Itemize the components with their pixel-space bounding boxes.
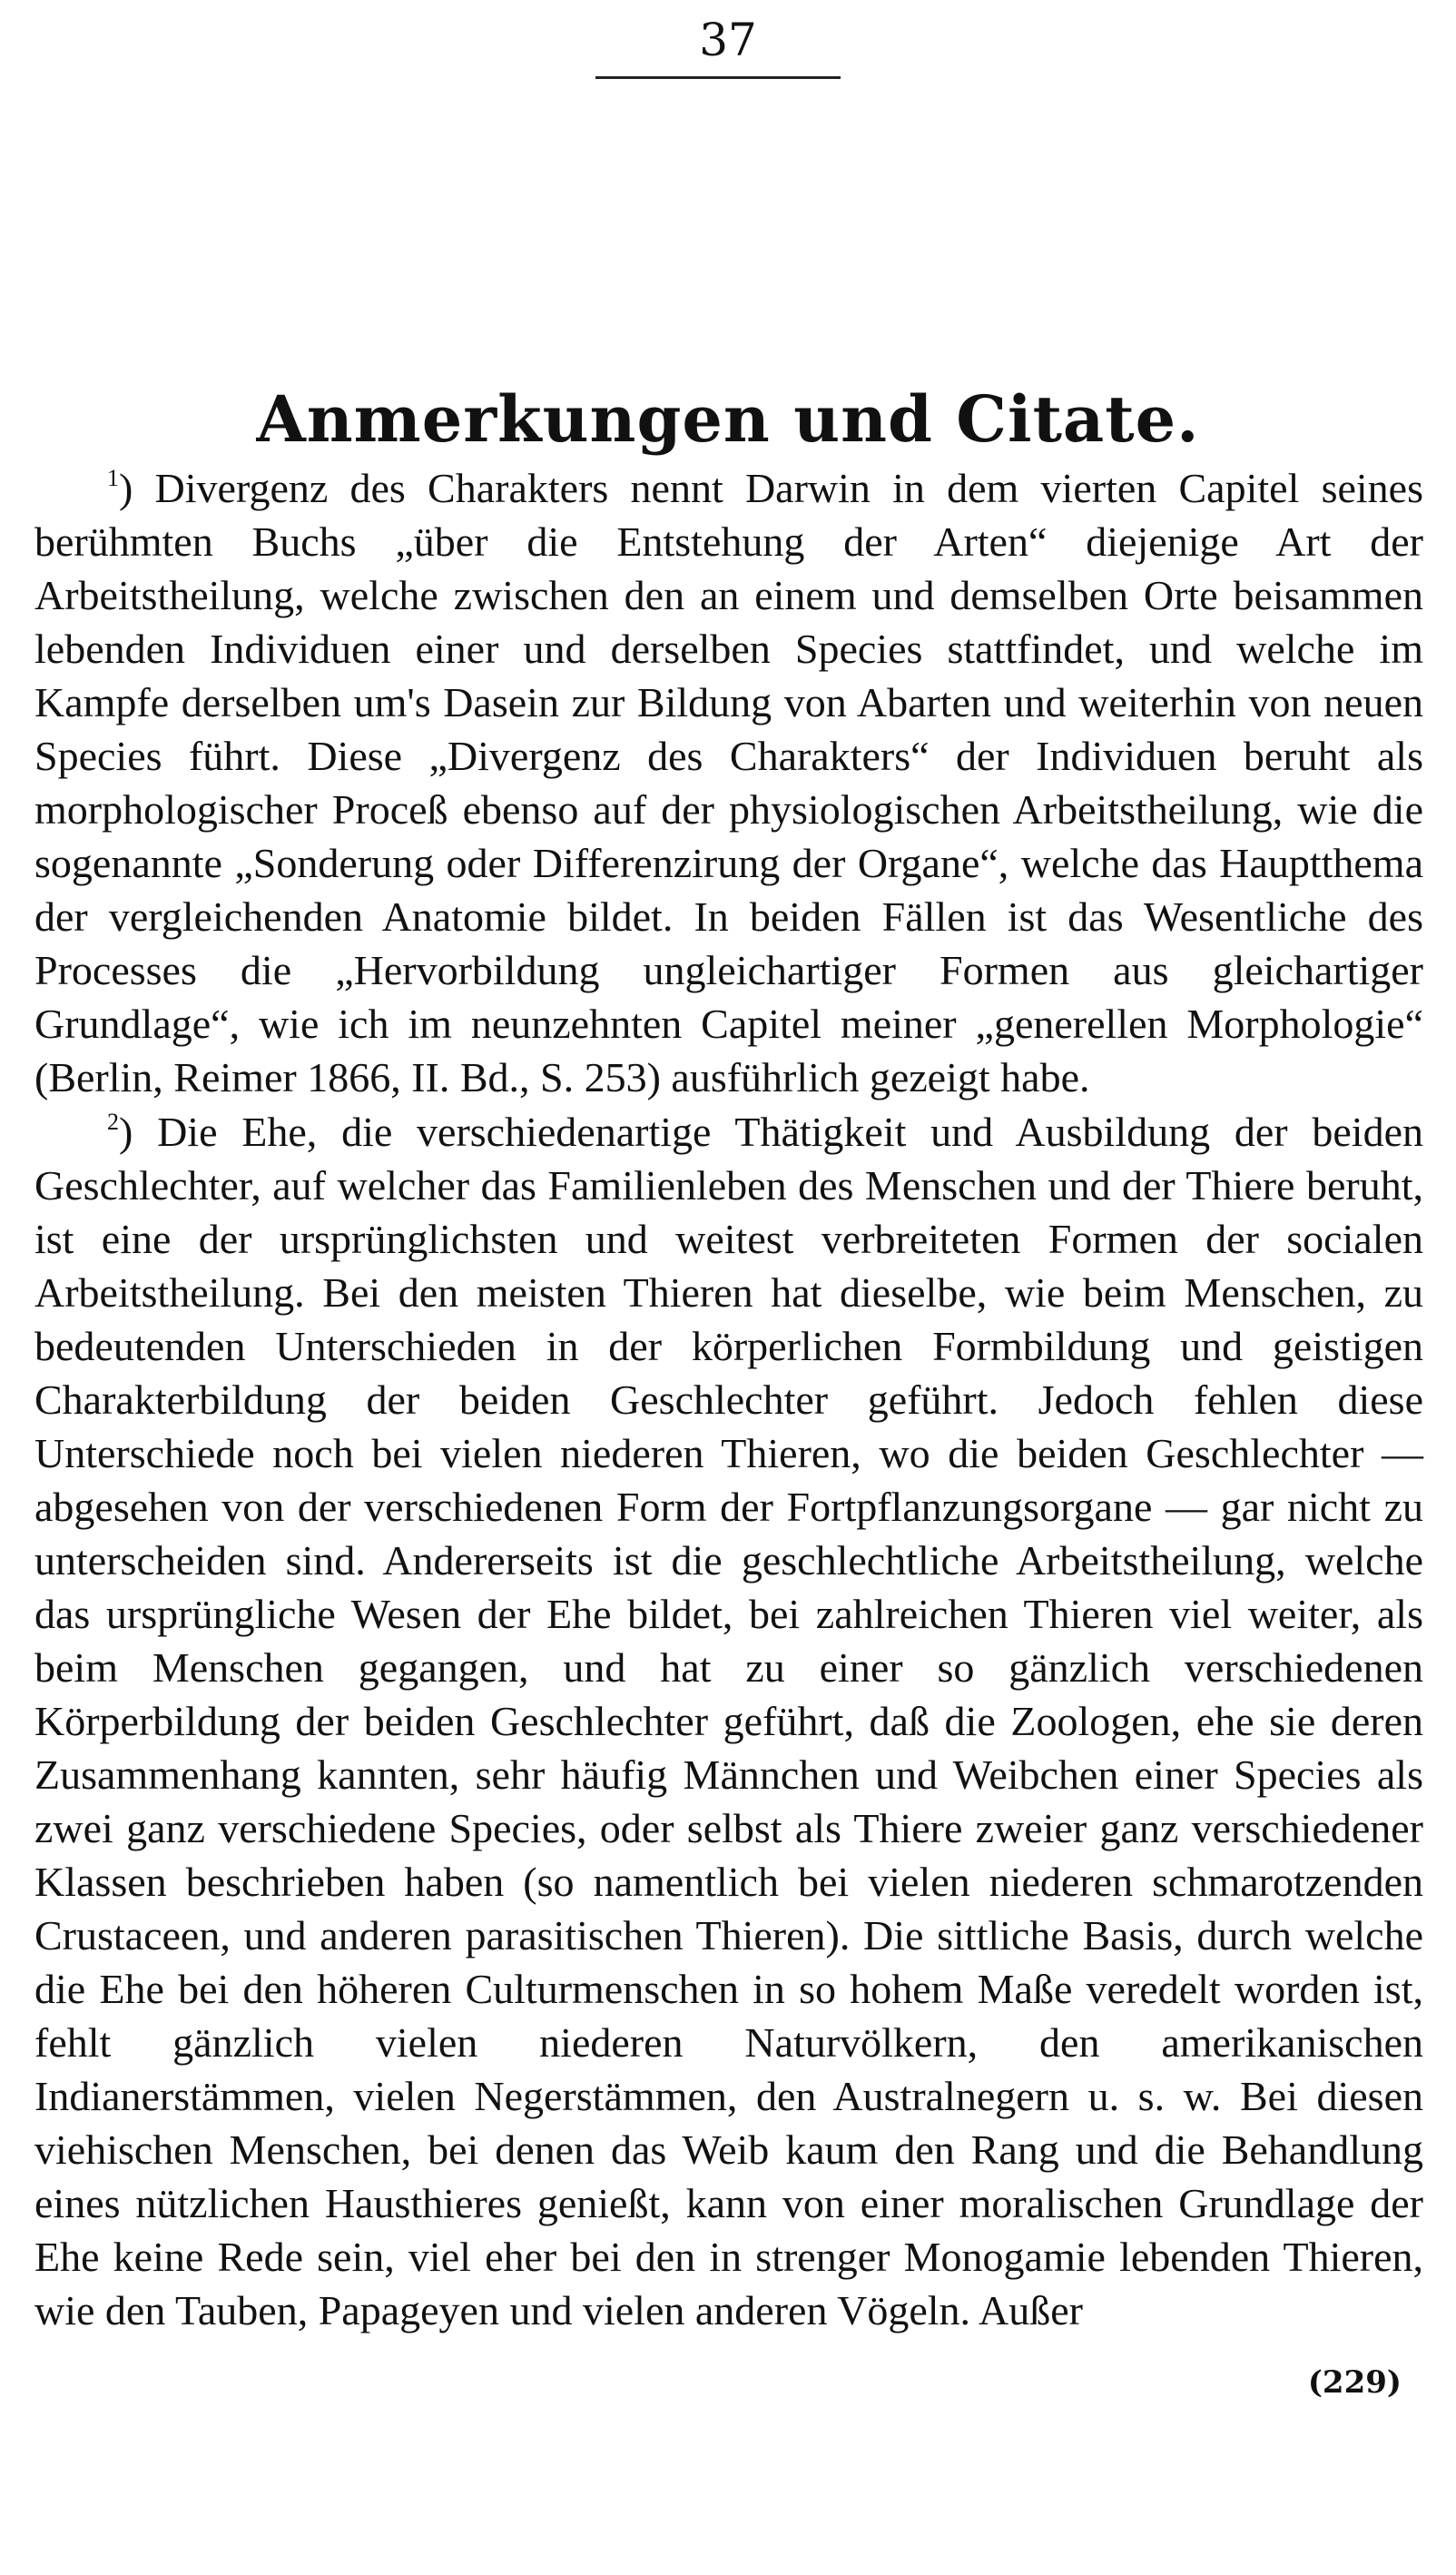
header-rule [595, 76, 841, 79]
note-2 [34, 1105, 1423, 2337]
page-title: Anmerkungen und Citate. [256, 380, 1200, 457]
note-2-text: ) Die Ehe, die verschiedenartige Thätigkeit und Ausbildung der beiden Geschlechter, auf welcher das Familienleben des Menschen und der Thiere beruht, ist eine der ursprünglichsten und weitest verbreiteten Formen der socialen Arbeitstheilung. Bei den meisten Thieren hat dieselbe, wie beim Menschen, zu bedeutenden Unterschieden in der körperlichen Formbildung und geistigen Charakterbildung der beiden Geschlechter geführt. Jedoch fehlen diese Unterschiede noch bei vielen niederen Thieren, wo die beiden Geschlechter — abgesehen von der verschiedenen Form der Fortpflanzungsorgane — gar nicht zu unterscheiden sind. Andererseits ist die geschlechtliche Arbeitstheilung, welche das ursprüngliche Wesen der Ehe bildet, bei zahlreichen Thieren viel weiter, als beim Menschen gegangen, und hat zu einer so gänzlich verschiedenen Körperbildung der beiden Geschlechter geführt, daß die Zoologen, ehe sie deren Zusammenhang kannten, sehr häufig Männchen und Weibchen einer Species als zwei ganz verschiedene Species, oder selbst als Thiere zweier ganz verschiedener Klassen beschrieben haben (so namentlich bei vielen niederen schmarotzenden Crustaceen, und anderen parasitischen Thieren). Die sittliche Basis, durch welche die Ehe bei den höheren Culturmenschen in so hohem Maße veredelt worden ist, fehlt gänzlich vielen niederen Naturvölkern, den amerikanischen Indianerstämmen, vielen Negerstämmen, den Australnegern u. s. w. Bei diesen viehischen Menschen, bei denen das Weib kaum den Rang und die Behandlung eines nützlichen Hausthieres genießt, kann von einer moralischen Grundlage der Ehe keine Rede sein, viel eher bei den in strenger Monogamie lebenden Thieren, wie den Tauben, Papageyen und vielen anderen Vögeln. Außer [34, 1109, 1423, 2333]
note-1 [34, 461, 1423, 1104]
note-1-text: ) Divergenz des Charakters nennt Darwin in dem vierten Capitel seines berühmten Buchs „über die Entstehung der Arten“ diejenige Art der Arbeitstheilung, welche zwischen den an einem und demselben Orte beisammen lebenden Individuen einer und derselben Species stattfindet, und welche im Kampfe derselben um's Dasein zur Bildung von Abarten und weiterhin von neuen Species führt. Diese „Divergenz des Charakters“ der Individuen beruht als morphologischer Proceß ebenso auf der physiologischen Arbeitstheilung, wie die sogenannte „Sonderung oder Differenzirung der Organe“, welche das Hauptthema der vergleichenden Anatomie bildet. In beiden Fällen ist das Wesentliche des Processes die „Hervorbildung ungleichartiger Formen aus gleichartiger Grundlage“, wie ich im neunzehnten Capitel meiner „generellen Morphologie“ (Berlin, Reimer 1866, II. Bd., S. 253) ausführlich gezeigt habe. [34, 465, 1423, 1100]
signature-mark: (229) [1307, 2364, 1402, 2401]
note-2-marker: 2 [107, 1109, 119, 1135]
page-number: 37 [699, 14, 757, 66]
notes-body [34, 461, 1423, 2338]
note-1-marker: 1 [107, 465, 119, 491]
